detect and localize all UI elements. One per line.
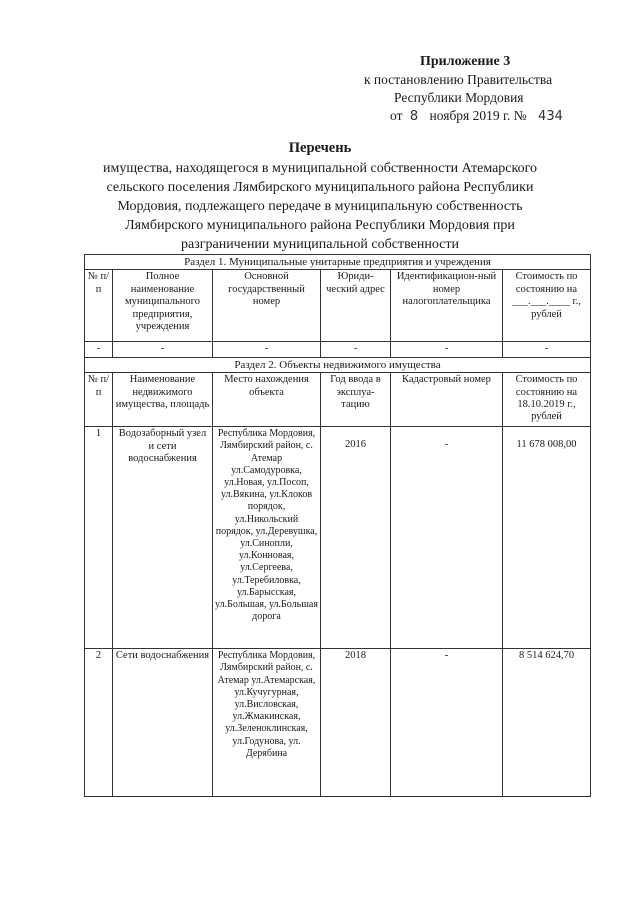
- s2-header-location: Место нахождения объекта: [213, 373, 321, 427]
- s2-header-year: Год ввода в эксплуа-тацию: [321, 373, 391, 427]
- s1-empty-cell: -: [113, 342, 213, 357]
- appendix-title: Приложение 3: [420, 54, 511, 69]
- section1-title: Раздел 1. Муниципальные унитарные предприятия и учреждения: [85, 255, 591, 270]
- s1-header-ogrn: Основной государственный номер: [213, 270, 321, 342]
- property-table: [84, 254, 591, 797]
- s1-empty-cell: -: [391, 342, 503, 357]
- row-year: 2016: [321, 427, 391, 649]
- appendix-line-1: к постановлению Правительства: [364, 72, 553, 87]
- row-num: 1: [85, 427, 113, 649]
- heading-line-3: Мордовия, подлежащего передаче в муниципальную собственность: [117, 199, 523, 214]
- appendix-date-line: [390, 108, 563, 124]
- row-cost: 8 514 624,70: [503, 649, 591, 797]
- heading-line-2: сельского поселения Лямбирского муниципального района Республики: [106, 180, 534, 195]
- row-num: 2: [85, 649, 113, 797]
- row-cost: 11 678 008,00: [503, 427, 591, 649]
- table-row: [85, 427, 591, 649]
- date-prefix: от: [390, 108, 403, 123]
- row-location: Республика Мордовия, Лямбирский район, с. Атемар ул.Атемарская, ул.Кучугурная, ул.Висловская, ул.Жмакинская, ул.Зеленоклинская, ул.Годунова, ул. Дерябина: [213, 649, 321, 797]
- s1-header-num: № п/п: [85, 270, 113, 342]
- appendix-line-2: Республики Мордовия: [394, 90, 524, 105]
- s1-empty-cell: -: [85, 342, 113, 357]
- s1-header-name: Полное наименование муниципального предприятия, учреждения: [113, 270, 213, 342]
- s2-header-num: № п/п: [85, 373, 113, 427]
- s1-header-cost: Стоимость по состоянию на ___.___.____ г., рублей: [503, 270, 591, 342]
- table-row: [85, 649, 591, 797]
- s1-empty-cell: -: [213, 342, 321, 357]
- heading-line-1: имущества, находящегося в муниципальной собственности Атемарского: [103, 161, 537, 176]
- row-location: Республика Мордовия, Лямбирский район, с. Атемар ул.Самодуровка, ул.Новая, ул.Посоп, ул.Вякина, ул.Клоков порядок, ул.Никольский порядок, ул.Деревушка, ул.Синопли, ул.Конновая, ул.Сергеева, ул.Теребиловка, ул.Барысская, ул.Большая, ул.Большая дорога: [213, 427, 321, 649]
- s2-header-cost: Стоимость по состоянию на 18.10.2019 г., рублей: [503, 373, 591, 427]
- s1-empty-cell: -: [503, 342, 591, 357]
- row-year: 2018: [321, 649, 391, 797]
- date-day: 8: [409, 109, 419, 124]
- resolution-number: 434: [538, 109, 563, 124]
- row-name: Сети водоснабжения: [113, 649, 213, 797]
- page-title: Перечень: [288, 140, 352, 156]
- row-name: Водозаборный узел и сети водоснабжения: [113, 427, 213, 649]
- row-cadastral: -: [391, 427, 503, 649]
- s1-header-address: Юриди-ческий адрес: [321, 270, 391, 342]
- section2-title: Раздел 2. Объекты недвижимого имущества: [85, 357, 591, 372]
- row-cadastral: -: [391, 649, 503, 797]
- heading-line-5: разграничении муниципальной собственности: [181, 237, 459, 252]
- heading-line-4: Лямбирского муниципального района Республики Мордовия при: [125, 218, 515, 233]
- s2-header-name: Наименование недвижимого имущества, площадь: [113, 373, 213, 427]
- date-rest: ноября 2019 г. №: [429, 108, 527, 123]
- s1-empty-cell: -: [321, 342, 391, 357]
- s1-header-inn: Идентификацион-ный номер налогоплательщика: [391, 270, 503, 342]
- document-heading: [0, 140, 640, 254]
- s2-header-cadastral: Кадастровый номер: [391, 373, 503, 427]
